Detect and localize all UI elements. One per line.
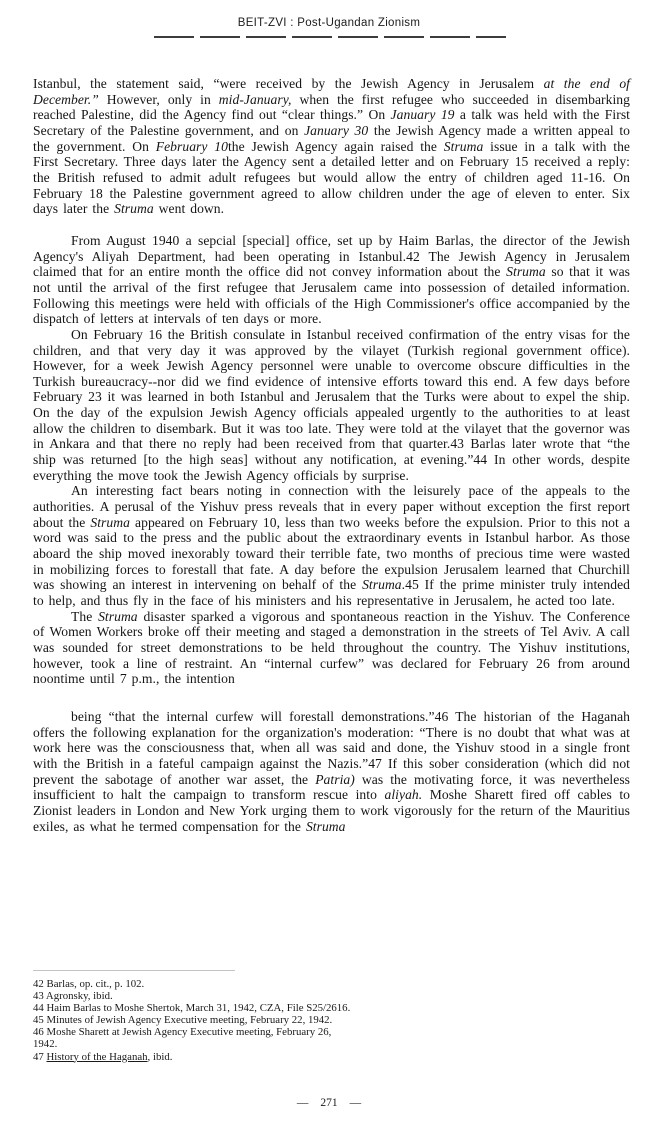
footnote-separator-rule <box>33 970 235 971</box>
italic-text: Patria) <box>315 771 355 787</box>
italic-text: Struma <box>90 514 130 530</box>
text-segment: , ibid. <box>147 1050 173 1063</box>
text-segment: From August 1940 a sepcial [special] office, set up by Haim Barlas, the director of the Jewish Agency's Aliyah Department, had been operating in Istanbul.42 The Jewish Agency in Jerusalem claimed that for an entire month the office did not convey information about the <box>33 232 630 280</box>
footnote-lines <box>33 978 593 1063</box>
text-segment: went down. <box>153 201 225 217</box>
text-segment: a talk was held with the First Secretary of the Palestine government, and on <box>33 107 630 138</box>
footnote-line <box>33 1026 593 1038</box>
italic-text: Struma <box>443 138 484 154</box>
italic-text: at the end of December.” <box>33 76 630 107</box>
paragraph <box>33 233 630 327</box>
text-segment: On February 16 the British consulate in Istanbul received confirmation of the entry visas for the children, and that very day it was approved by the vilayet (Turkish regional government office). However, for a week Jewish Agency personnel were unable to overcome obscure difficulties in the Turkish bureaucracy--nor did we find evidence of intensive efforts toward this end. A few days before February 23 it was learned in both Istanbul and Jerusalem that the Turks were about to expel the ship. On the day of the expulsion Jewish Agency officials appealed urgently to the authorities to at least allow the children to disembark. But it was too late. They were told at the vilayet that the governor was in Ankara and that there no reply had been received from that quarter.43 Barlas later wrote that “the ship was returned [to the high seas] without any notification, at evening.”44 In other words, despite everything the move took the Jewish Agency officials by surprise. <box>33 326 630 483</box>
paragraph <box>33 327 630 484</box>
text-segment: 44 Haim Barlas to Moshe Shertok, March 31, 1942, CZA, File S25/2616. <box>33 1002 351 1015</box>
italic-text: February 10 <box>155 138 228 154</box>
header-dashed-rule <box>154 36 506 38</box>
italic-text: January 19 <box>390 107 455 123</box>
italic-text: January 30 <box>304 122 369 138</box>
italic-text: Struma <box>506 264 546 280</box>
footer-dash-left: — <box>296 1097 309 1109</box>
italic-text: mid-January, <box>218 91 292 107</box>
text-segment: was the motivating force, it was nevertheless insufficient to halt the campaign to transform rescue into <box>33 771 630 803</box>
footnote-line <box>33 1038 593 1050</box>
text-segment: An interesting fact bears noting in connection with the leisurely pace of the appeals to the authorities. A perusal of the Yishuv press reveals that in every paper without exception the first report about the <box>33 483 630 530</box>
text-segment: disaster sparked a vigorous and spontaneous reaction in the Yishuv. The Conference of Women Workers broke off their meeting and staged a demonstration in the streets of Tel Aviv. A call was sounded for street demonstrations to be held throughout the country. The Yishuv institutions, however, took a line of restraint. An “internal curfew” was declared for February 26 from around noontime until 7 p.m., the intention <box>33 608 630 687</box>
text-segment: so that it was not until the arrival of the first refugee that Jerusalem came into possession of detailed information. Following this meetings were held with officials of the High Commissioner's office accompanied by the dispatch of letters at intervals of ten days or more. <box>33 264 630 327</box>
text-segment: appeared on February 10, less than two weeks before the expulsion. Prior to this not a word was said to the press and the public about the extraordinary events in Istanbul harbor. As those aboard the ship moved inexorably toward their terrible fate, two months of precious time were wasted in mobilizing forces to forestall that fate. A day before the expulsion Jerusalem learned that Churchill was showing an interest in intervening on behalf of the <box>33 514 630 593</box>
paragraph <box>33 709 630 834</box>
text-segment: 47 <box>33 1050 47 1063</box>
footnotes-section <box>33 970 593 1063</box>
underlined-text: History of the Haganah <box>46 1050 148 1063</box>
text-segment: 43 Agronsky, ibid. <box>33 990 113 1003</box>
paragraph <box>33 609 630 687</box>
footnote-line <box>33 1014 593 1026</box>
text-segment: the Jewish Agency again raised the <box>227 138 444 154</box>
italic-text: Struma <box>98 608 138 624</box>
italic-text: aliyah. <box>384 787 423 803</box>
text-segment: issue in a talk with the First Secretary. Three days later the Agency sent a detailed letter and on February 15 received a reply: the British refused to admit adult refugees but would allow the entry of children aged 11-16. On February 18 the Palestine government agreed to allow children under the age of eleven to enter. Six days later the <box>33 138 630 217</box>
text-segment: .45 If the prime minister truly intended to help, and thus fly in the face of his ministers and his representative in Jerusalem, he acted too late. <box>33 577 630 608</box>
footnote-line <box>33 978 593 990</box>
text-segment: 46 Moshe Sharett at Jewish Agency Executive meeting, February 26, <box>33 1026 332 1039</box>
text-segment: being “that the internal curfew will forestall demonstrations.”46 The historian of the Haganah offers the following explanation for the organization's moderation: “There is no doubt that what was at work here was the consciousness that, when all was said and done, the Yishuv stood in a single front with the British in a fateful campaign against the Nazis.”47 If this sober consideration (which did not prevent the sabotage of another war asset, the <box>33 708 630 787</box>
text-segment: Moshe Sharett fired off cables to Zionist leaders in London and New York urging them to work vigorously for the return of the Mauritius exiles, as what he termed compensation for the <box>33 787 631 834</box>
text-segment: However, only in <box>98 91 219 107</box>
paragraph <box>33 483 630 608</box>
running-header-title: BEIT-ZVI : Post-Ugandan Zionism <box>237 17 421 29</box>
text-segment: Istanbul, the statement said, “were received by the Jewish Agency in Jerusalem <box>33 76 544 91</box>
italic-text: Struma <box>305 818 346 834</box>
footnote-line <box>33 1051 593 1063</box>
text-segment: 45 Minutes of Jewish Agency Executive meeting, February 22, 1942. <box>33 1014 333 1027</box>
page-footer <box>0 1097 658 1109</box>
body-text <box>33 76 630 834</box>
text-segment: 1942. <box>33 1038 58 1051</box>
italic-text: Struma <box>114 201 154 217</box>
paragraph <box>33 76 630 217</box>
footnote-line <box>33 990 593 1002</box>
page-number: 271 <box>320 1097 338 1109</box>
footer-dash-right: — <box>349 1097 362 1109</box>
text-segment: when the first refugee who succeeded in disembarking reached Palestine, did the Agency find out “clear things.” On <box>33 91 630 123</box>
text-segment: The <box>71 608 99 624</box>
footnote-line <box>33 1002 593 1014</box>
text-segment: 42 Barlas, op. cit., p. 102. <box>33 978 145 990</box>
italic-text: Struma <box>362 577 402 593</box>
text-segment: the Jewish Agency made a written appeal to the government. On <box>33 122 631 154</box>
